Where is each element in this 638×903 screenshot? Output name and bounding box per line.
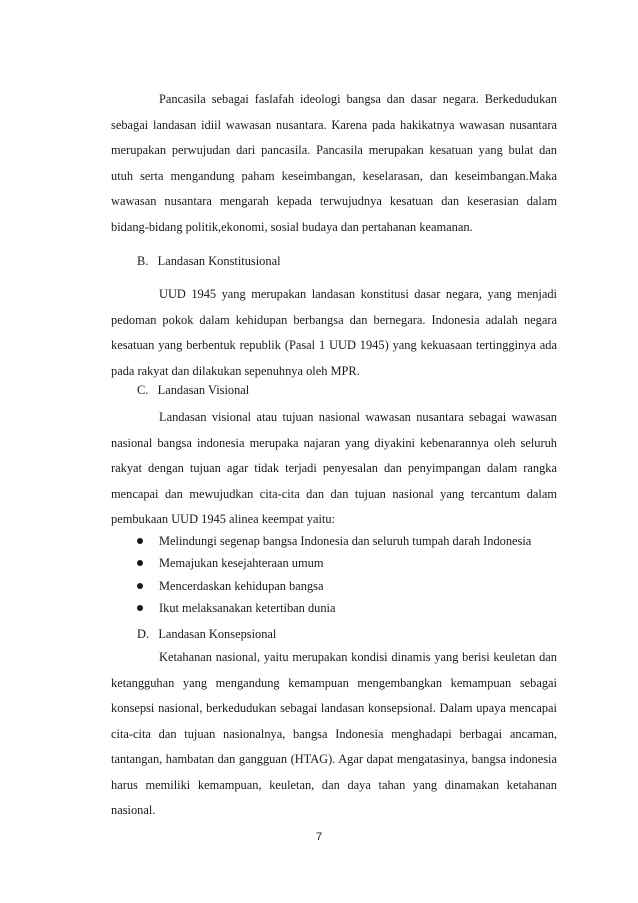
section-c-paragraph: Landasan visional atau tujuan nasional wawasan nusantara sebagai wawasan nasional bangsa indonesia merupaka najaran yang diyakini kebenarannya oleh seluruh rakyat dengan tujuan agar tidak terjadi penyesalan dan penyimpangan dalam rangka mencapai dan mewujudkan cita-cita dan dan tujuan nasional yang tercantum dalam pembukaan UUD 1945 alinea keempat yaitu: (111, 410, 557, 526)
section-b-paragraph: UUD 1945 yang merupakan landasan konstitusi dasar negara, yang menjadi pedoman pokok dalam kehidupan berbangsa dan bernegara. Indonesia adalah negara kesatuan yang berbentuk republik (Pasal 1 UUD 1945) yang kekuasaan tertingginya ada pada rakyat dan dilakukan sepenuhnya oleh MPR. (111, 287, 557, 378)
bullet-icon (137, 538, 143, 544)
section-c-heading: C. Landasan Visional (137, 383, 250, 397)
list-item: Mencerdaskan kehidupan bangsa (111, 575, 557, 597)
section-d-heading: D. Landasan Konsepsional (137, 627, 277, 641)
section-b-heading: B. Landasan Konstitusional (137, 254, 281, 268)
bullet-icon (137, 605, 143, 611)
intro-paragraph: Pancasila sebagai faslafah ideologi bangsa dan dasar negara. Berkedudukan sebagai landasan idiil wawasan nusantara. Karena pada hakikatnya wawasan nusantara merupakan perwujudan dari pancasila. Pancasila merupakan kesatuan yang bulat dan utuh serta mengandung paham keseimbangan, keselarasan, dan keseimbangan.Maka wawasan nusantara mengarah kepada terwujudnya kesatuan dan keserasian dalam bidang-bidang politik,ekonomi, sosial budaya dan pertahanan keamanan. (111, 92, 557, 234)
bullet-icon (137, 583, 143, 589)
list-item: Ikut melaksanakan ketertiban dunia (111, 597, 557, 619)
section-d-paragraph: Ketahanan nasional, yaitu merupakan kondisi dinamis yang berisi keuletan dan ketangguhan yang mengandung kemampuan mengembangkan kemampuan sebagai konsepsi nasional, berkedudukan sebagai landasan konsepsional. Dalam upaya mencapai cita-cita dan tujuan nasionalnya, bangsa Indonesia menghadapi berbagai ancaman, tantangan, hambatan dan gangguan (HTAG). Agar dapat mengatasinya, bangsa indonesia harus memiliki kemampuan, keuletan, dan daya tahan yang dinamakan ketahanan nasional. (111, 650, 557, 817)
list-item: Melindungi segenap bangsa Indonesia dan seluruh tumpah darah Indonesia (111, 530, 557, 552)
goals-bullet-list (111, 530, 557, 620)
page-number: 7 (315, 831, 323, 843)
list-item: Memajukan kesejahteraan umum (111, 552, 557, 574)
bullet-icon (137, 560, 143, 566)
